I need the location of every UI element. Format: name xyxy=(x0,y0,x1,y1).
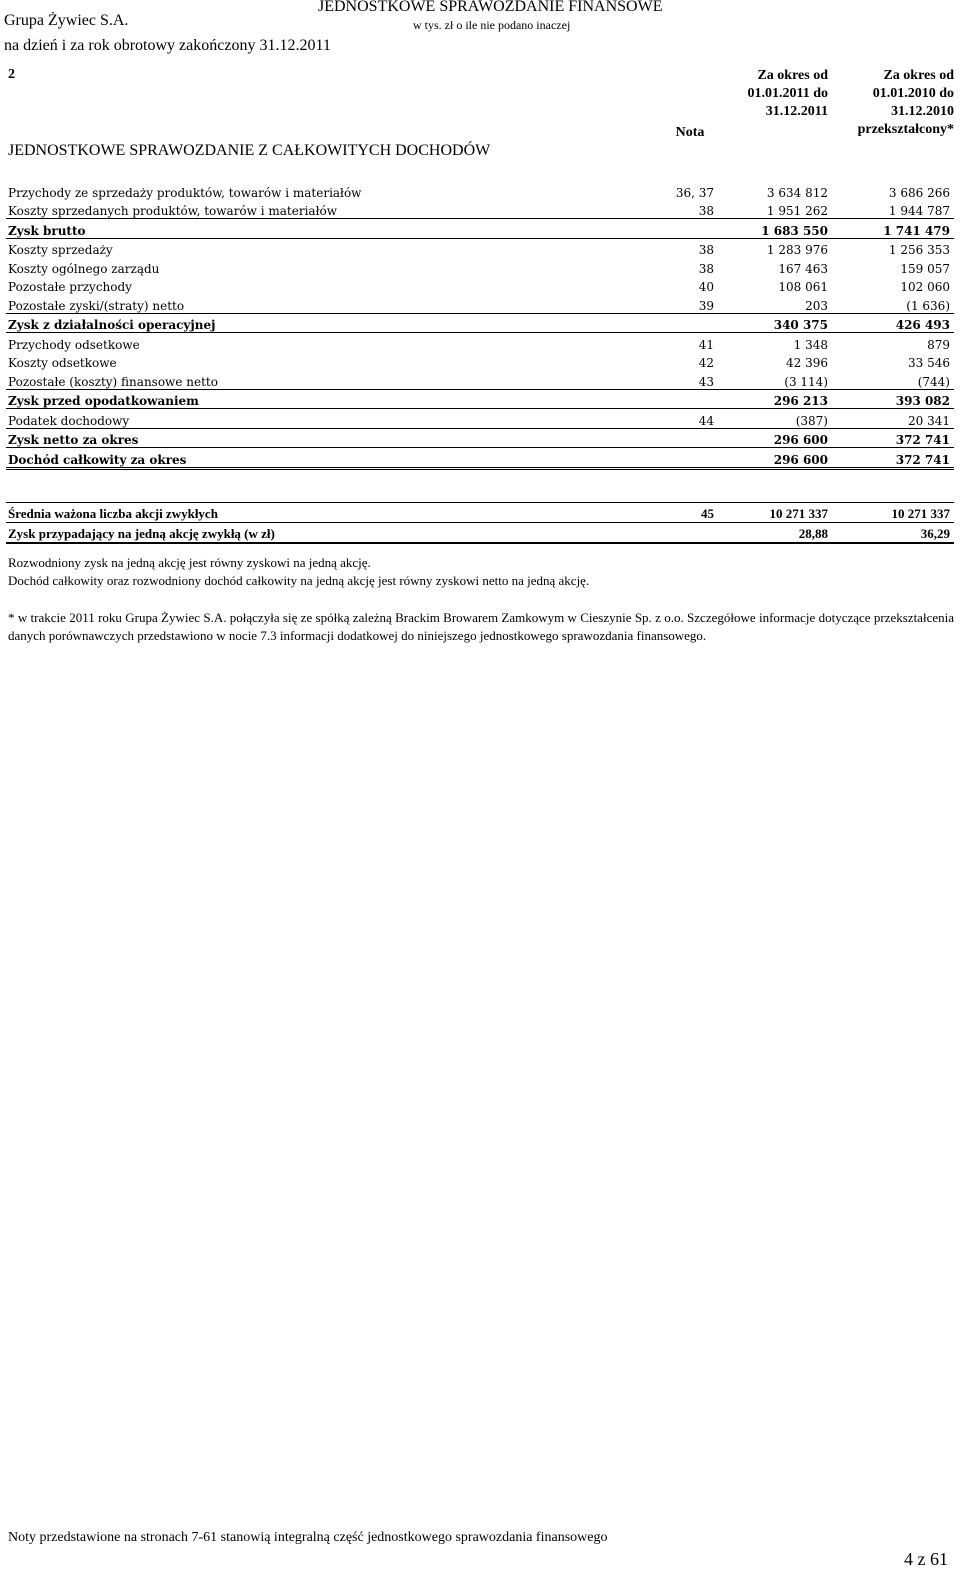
row-note xyxy=(656,219,722,239)
row-value-2011: (3 114) xyxy=(722,370,832,389)
row-note xyxy=(656,523,722,544)
row-label: Przychody odsetkowe xyxy=(8,337,140,352)
row-label: Zysk przypadający na jedną akcję zwykłą (w zł) xyxy=(6,523,656,544)
column-header-line: Za okres od xyxy=(883,68,954,83)
row-value-2010: 1 741 479 xyxy=(832,219,954,239)
row-label: Zysk z działalności operacyjnej xyxy=(6,313,656,333)
table-row xyxy=(6,428,954,448)
row-value-2011: 1 683 550 xyxy=(722,219,832,239)
column-header-nota: Nota xyxy=(675,125,705,140)
row-label: Pozostałe przychody xyxy=(8,280,132,294)
row-value-2011: 296 600 xyxy=(722,428,832,448)
row-value-2011: 108 061 xyxy=(778,280,828,294)
row-value-2010: 20 341 xyxy=(832,409,954,429)
row-value-2010: 879 xyxy=(927,337,950,352)
row-value-2010: 10 271 337 xyxy=(832,503,954,523)
row-value-2010: 102 060 xyxy=(900,280,950,294)
table-row xyxy=(6,370,954,389)
row-note: 45 xyxy=(656,503,722,523)
row-label: Zysk przed opodatkowaniem xyxy=(6,389,656,409)
row-label: Zysk netto za okres xyxy=(6,428,656,448)
column-header-line: 31.12.2011 xyxy=(765,104,828,119)
row-value-2011: 167 463 xyxy=(778,261,828,276)
column-header-2010 xyxy=(820,67,954,139)
row-value-2010: 372 741 xyxy=(832,448,954,469)
table-row xyxy=(6,409,954,429)
row-note: 43 xyxy=(656,370,722,389)
document-title: JEDNOSTKOWE SPRAWOZDANIE FINANSOWE xyxy=(318,0,663,15)
company-name: Grupa Żywiec S.A. xyxy=(4,12,129,29)
row-value-2010: 36,29 xyxy=(832,523,954,544)
document-unit: w tys. zł o ile nie podano inaczej xyxy=(413,18,571,32)
table-row xyxy=(6,503,954,523)
row-label: Pozostałe zyski/(straty) netto xyxy=(6,294,656,313)
row-note: 40 xyxy=(698,280,714,294)
row-note: 44 xyxy=(656,409,722,429)
report-date: na dzień i za rok obrotowy zakończony 31.12.2011 xyxy=(4,37,331,54)
table-row xyxy=(6,389,954,409)
diluted-eps-note: Rozwodniony zysk na jedną akcję jest równy zyskowi na jedną akcję. xyxy=(8,555,371,570)
table-row xyxy=(6,200,954,219)
row-label: Koszty sprzedanych produktów, towarów i materiałów xyxy=(6,200,656,219)
row-note: 38 xyxy=(698,243,714,257)
row-label: Pozostałe (koszty) finansowe netto xyxy=(6,370,656,389)
row-note xyxy=(656,389,722,409)
table-row xyxy=(6,333,954,352)
table-row xyxy=(6,523,954,544)
row-note: 42 xyxy=(698,356,714,370)
row-value-2011: 10 271 337 xyxy=(722,503,832,523)
income-statement-table xyxy=(6,181,954,470)
row-label: Przychody ze sprzedaży produktów, towarów i materiałów xyxy=(8,185,362,200)
row-note: 41 xyxy=(698,337,714,352)
restatement-footnote: * w trakcie 2011 roku Grupa Żywiec S.A. połączyła się ze spółką zależną Brackim Browarem Zamkowym w Cieszynie Sp. z o.o. Szczegółowe informacje dotyczące przekształcenia danych porównawczych przedstawiono w nocie 7.3 informacji dodatkowej do niniejszego jednostkowego sprawozdania finansowego. xyxy=(8,610,954,643)
row-value-2011: 203 xyxy=(722,294,832,313)
row-value-2010: (744) xyxy=(832,370,954,389)
table-row xyxy=(6,313,954,333)
column-header-line: Za okres od xyxy=(757,68,828,83)
row-value-2010: 159 057 xyxy=(900,261,950,276)
eps-table xyxy=(6,502,954,544)
row-value-2011: 296 213 xyxy=(722,389,832,409)
table-row xyxy=(6,238,954,257)
row-value-2011: 28,88 xyxy=(722,523,832,544)
row-value-2010: 3 686 266 xyxy=(888,185,950,200)
table-row xyxy=(6,448,954,469)
statement-number: 2 xyxy=(8,67,15,82)
table-row xyxy=(6,352,954,371)
row-label: Zysk brutto xyxy=(6,219,656,239)
table-row xyxy=(6,219,954,239)
column-header-line: 01.01.2011 do xyxy=(747,86,828,101)
row-value-2011: 1 283 976 xyxy=(766,243,828,257)
row-note: 38 xyxy=(698,261,714,276)
row-value-2011: (387) xyxy=(722,409,832,429)
row-note xyxy=(656,313,722,333)
column-header-2011 xyxy=(700,67,828,121)
row-label: Koszty odsetkowe xyxy=(8,356,117,370)
row-value-2010: 426 493 xyxy=(832,313,954,333)
column-header-line: przekształcony* xyxy=(857,122,954,137)
row-note: 38 xyxy=(656,200,722,219)
row-value-2010: 372 741 xyxy=(832,428,954,448)
column-header-line: 01.01.2010 do xyxy=(872,86,954,101)
table-row xyxy=(6,181,954,200)
row-value-2010: (1 636) xyxy=(832,294,954,313)
row-value-2011: 1 348 xyxy=(793,337,828,352)
row-value-2010: 1 944 787 xyxy=(832,200,954,219)
row-label: Koszty ogólnego zarządu xyxy=(8,261,160,276)
row-note: 36, 37 xyxy=(675,185,714,200)
row-note xyxy=(656,448,722,469)
row-value-2010: 1 256 353 xyxy=(888,243,950,257)
row-label: Podatek dochodowy xyxy=(6,409,656,429)
table-row xyxy=(6,276,954,295)
column-header-line: 31.12.2010 xyxy=(891,104,954,119)
row-value-2011: 1 951 262 xyxy=(722,200,832,219)
diluted-income-note: Dochód całkowity oraz rozwodniony dochód całkowity na jedną akcję jest równy zyskowi netto na jedną akcję. xyxy=(8,573,590,588)
section-title: JEDNOSTKOWE SPRAWOZDANIE Z CAŁKOWITYCH DOCHODÓW xyxy=(8,142,491,159)
row-note xyxy=(656,428,722,448)
row-value-2011: 3 634 812 xyxy=(766,185,828,200)
row-label: Koszty sprzedaży xyxy=(8,243,113,257)
table-row xyxy=(6,257,954,276)
row-label: Średnia ważona liczba akcji zwykłych xyxy=(6,503,656,523)
row-note: 39 xyxy=(656,294,722,313)
row-value-2011: 42 396 xyxy=(786,356,828,370)
row-value-2011: 296 600 xyxy=(722,448,832,469)
row-value-2010: 393 082 xyxy=(832,389,954,409)
page-footer: Noty przedstawione na stronach 7-61 stanowią integralną część jednostkowego sprawozdania finansowego xyxy=(8,1530,608,1545)
table-row xyxy=(6,294,954,313)
row-value-2011: 340 375 xyxy=(722,313,832,333)
page-number: 4 z 61 xyxy=(904,1549,948,1569)
row-label: Dochód całkowity za okres xyxy=(6,448,656,469)
row-value-2010: 33 546 xyxy=(908,356,950,370)
